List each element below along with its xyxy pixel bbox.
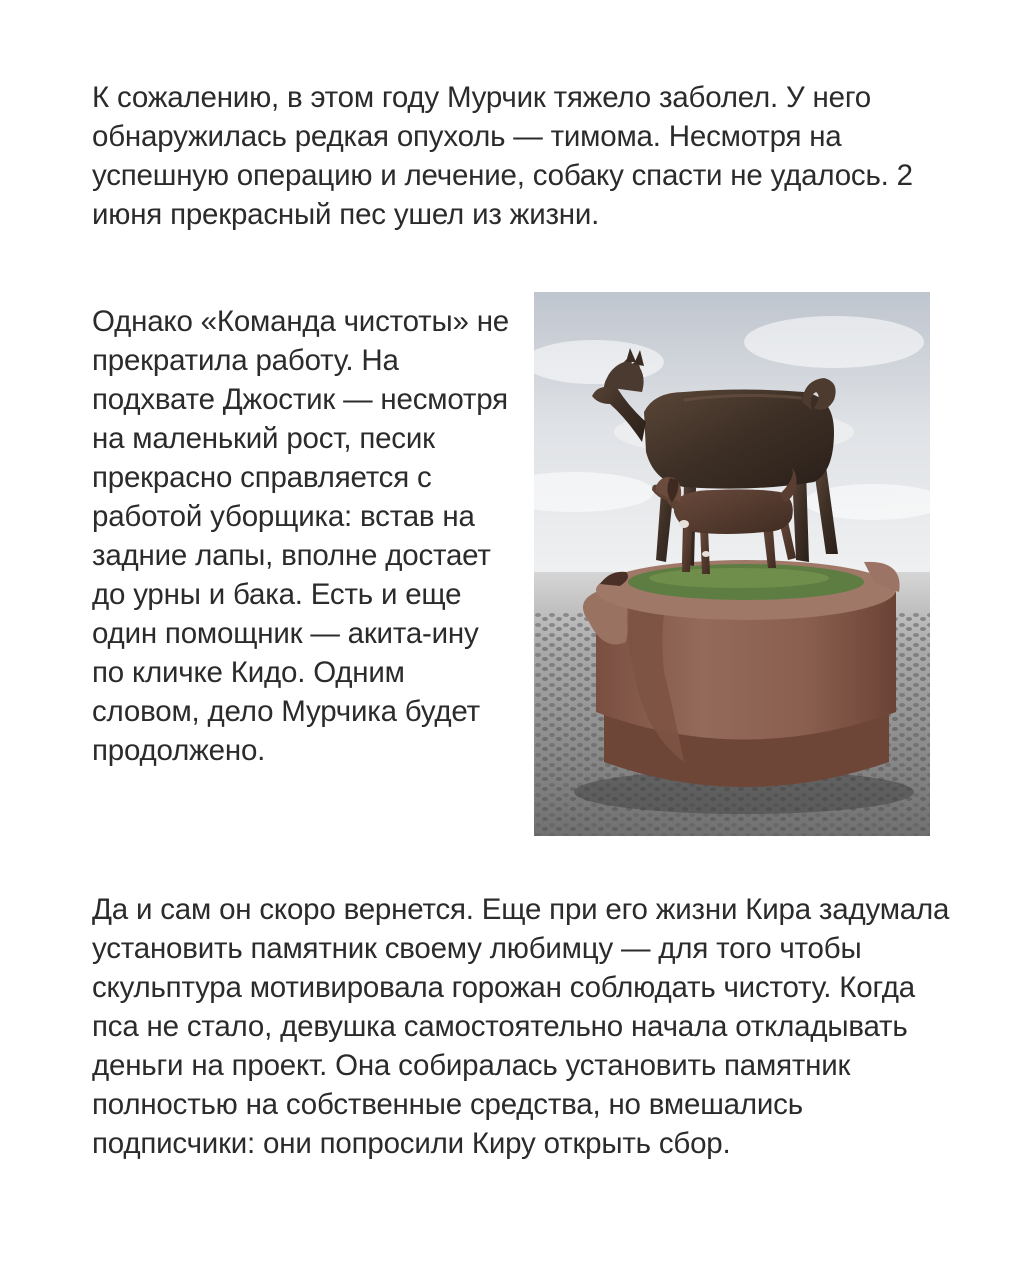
paragraph-1: К сожалению, в этом году Мурчик тяжело заболел. У него обнаружилась редкая опухоль — тимома. Несмотря на успешную операцию и лечение, собаку спасти не удалось. 2 июня прекрасный пес ушел из жизни. (92, 81, 913, 231)
monument-image (534, 292, 930, 836)
paragraph-2: Однако «Команда чистоты» не прекратила работу. На подхвате Джостик — несмотря на маленький рост, песик прекрасно справляется с работой уборщика: встав на задние лапы, вполне достает до урны и бака. Есть и еще один помощник — акита-ину по кличке Кидо. Одним словом, дело Мурчика будет продолжено. (92, 305, 509, 767)
paragraph-3: Да и сам он скоро вернется. Еще при его жизни Кира задумала установить памятник своему любимцу — для того чтобы скульптура мотивировала горожан соблюдать чистоту. Когда пса не стало, девушка самостоятельно начала откладывать деньги на проект. Она собиралась установить памятник полностью на собственные средства, но вмешались подписчики: они попросили Киру открыть сбор. (92, 893, 950, 1160)
monument-illustration (534, 292, 930, 836)
